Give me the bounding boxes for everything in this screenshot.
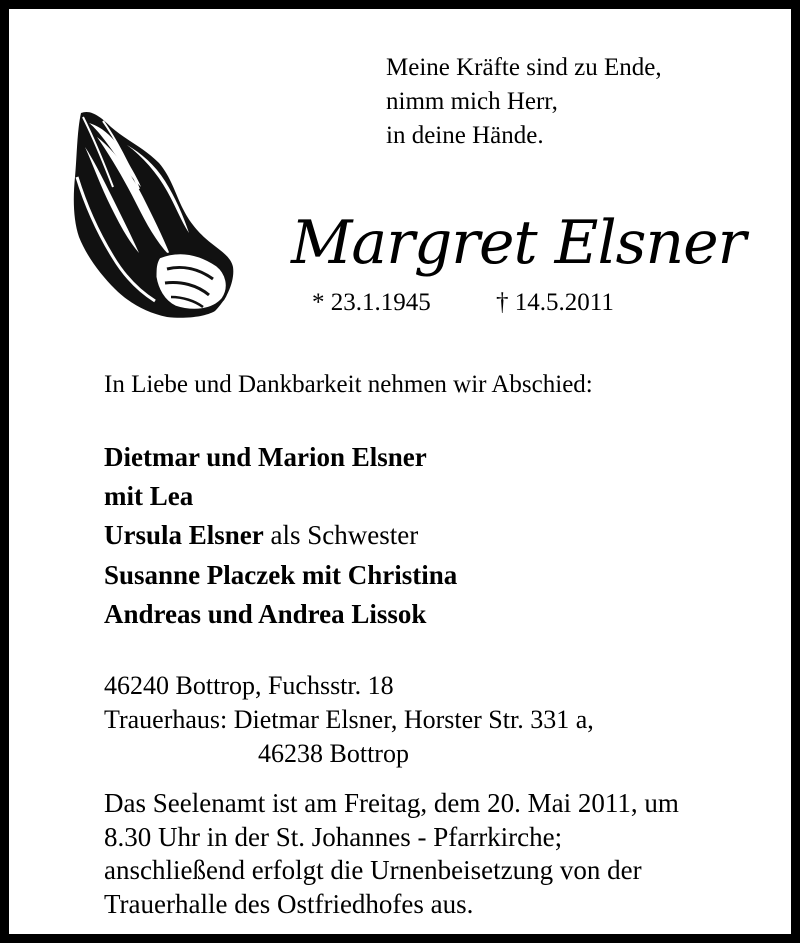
address-block [104,669,594,771]
service-line: 8.30 Uhr in der St. Johannes - Pfarrkirche; [104,821,563,852]
mourner-line [104,438,457,477]
deceased-name: Margret Elsner [291,208,746,278]
service-line: Trauerhalle des Ostfriedhofes aus. [104,888,474,919]
verse-line: in deine Hände. [386,122,544,149]
mourner-name: Andreas und Andrea Lissok [104,598,427,629]
praying-hands-icon [67,107,237,319]
service-info [104,787,679,921]
mourner-name: Dietmar und Marion Elsner [104,442,427,472]
mourner-line [104,516,457,555]
mourner-line [104,556,457,595]
mourning-house-line: Trauerhaus: Dietmar Elsner, Horster Str. 331 a, [104,705,594,734]
verse-line: Meine Kräfte sind zu Ende, [386,54,662,81]
mourner-note: als Schwester [263,520,419,551]
mourner-name: Ursula Elsner [104,520,264,551]
mourners-list [104,438,457,634]
service-line: Das Seelenamt ist am Freitag, dem 20. Mai 2011, um [104,788,679,818]
mourner-name: Susanne Placzek mit Christina [104,559,458,590]
verse-line: nimm mich Herr, [386,88,558,115]
mourner-line [104,477,457,516]
death-date: † 14.5.2011 [496,289,614,316]
mourner-name: mit Lea [104,481,194,512]
mourner-line [104,595,457,634]
intro-text: In Liebe und Dankbarkeit nehmen wir Abschied: [104,371,593,398]
mourning-house-city: 46238 Bottrop [258,739,409,768]
service-line: anschließend erfolgt die Urnenbeisetzung von der [104,855,642,885]
birth-date: * 23.1.1945 [312,289,431,316]
address-line: 46240 Bottrop, Fuchsstr. 18 [104,671,394,700]
verse [386,51,662,153]
